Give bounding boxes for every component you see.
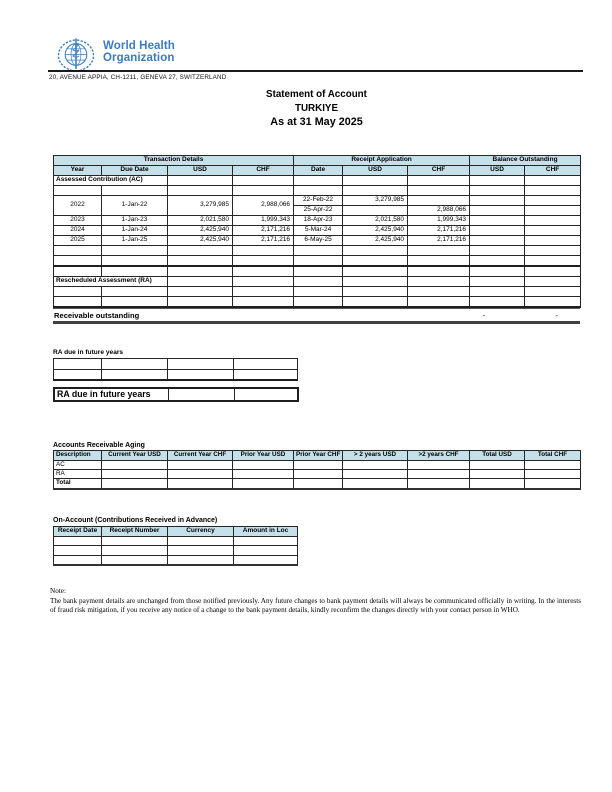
- on-account-header-row: [54, 527, 298, 537]
- empty-cell: [408, 479, 470, 490]
- empty-cell: [168, 555, 234, 565]
- statement-table: [53, 155, 581, 308]
- empty-cell: [168, 369, 234, 380]
- receipt-date-cell: 22-Feb-22: [294, 196, 343, 206]
- group-header-row: [54, 156, 581, 166]
- empty-cell: [408, 470, 470, 479]
- ra-future-total-row: [54, 388, 298, 401]
- empty-cell: [470, 287, 525, 297]
- empty-cell: [343, 277, 408, 287]
- aging-table: [53, 450, 581, 490]
- onacct-col-receipt-date: Receipt Date: [54, 527, 102, 537]
- note-label: Note:: [50, 587, 66, 595]
- receipt-date-cell: 25-Apr-22: [294, 206, 343, 216]
- aging-col-prior-year-usd: Prior Year USD: [233, 451, 294, 461]
- empty-cell: [525, 266, 581, 277]
- empty-cell: [470, 186, 525, 196]
- table-row-2025: [54, 236, 581, 246]
- group-header-receipt-application: Receipt Application: [294, 156, 470, 166]
- empty-cell: [294, 479, 343, 490]
- empty-cell: [168, 461, 233, 470]
- onacct-col-receipt-number: Receipt Number: [102, 527, 168, 537]
- col-header-date: Date: [294, 166, 343, 176]
- empty-cell: [168, 470, 233, 479]
- empty-cell: [168, 246, 233, 256]
- empty-cell: [470, 470, 525, 479]
- empty-cell: [233, 256, 294, 267]
- empty-cell: [102, 186, 168, 196]
- usd-cell: 2,425,940: [168, 226, 233, 236]
- col-header-usd: USD: [343, 166, 408, 176]
- empty-cell: [234, 369, 298, 380]
- aging-col-2years-chf: >2 years CHF: [408, 451, 470, 461]
- empty-cell: [408, 266, 470, 277]
- receipt-usd-cell: [343, 206, 408, 216]
- empty-cell: [408, 246, 470, 256]
- empty-cell: [234, 536, 298, 546]
- empty-cell: [168, 277, 233, 287]
- empty-cell: [470, 297, 525, 308]
- empty-cell: [168, 359, 234, 370]
- empty-cell: [294, 287, 343, 297]
- header-divider: [48, 70, 583, 72]
- empty-cell: [233, 277, 294, 287]
- empty-cell: [168, 297, 233, 308]
- empty-cell: [525, 277, 581, 287]
- col-header-usd: USD: [470, 166, 525, 176]
- balance-chf-cell: [525, 196, 581, 206]
- receipt-date-cell: 18-Apr-23: [294, 216, 343, 226]
- usd-cell: 2,425,940: [168, 236, 233, 246]
- on-account-table: [53, 526, 298, 566]
- empty-cell: [343, 461, 408, 470]
- group-header-balance-outstanding: Balance Outstanding: [470, 156, 581, 166]
- empty-cell: [525, 461, 581, 470]
- receipt-chf-cell: 2,171,216: [408, 236, 470, 246]
- empty-cell: [102, 369, 168, 380]
- empty-cell: [525, 256, 581, 267]
- aging-col-current-year-chf: Current Year CHF: [168, 451, 233, 461]
- empty-cell: [168, 287, 233, 297]
- empty-cell: [294, 297, 343, 308]
- empty-cell: [54, 546, 102, 556]
- balance-chf-cell: [525, 226, 581, 236]
- balance-usd-cell: [470, 236, 525, 246]
- empty-cell: [233, 266, 294, 277]
- empty-cell: [168, 546, 234, 556]
- empty-cell: [102, 536, 168, 546]
- empty-cell: [408, 256, 470, 267]
- section-label-row: [54, 277, 581, 287]
- col-header-chf: CHF: [233, 166, 294, 176]
- empty-row: [54, 546, 298, 556]
- empty-cell: [470, 176, 525, 186]
- on-account-section-label: On-Account (Contributions Received in Advance): [53, 517, 218, 524]
- empty-cell: [54, 287, 102, 297]
- group-header-transaction-details: Transaction Details: [54, 156, 294, 166]
- empty-cell: [294, 246, 343, 256]
- due-date-cell: 1-Jan-25: [102, 236, 168, 246]
- empty-cell: [168, 536, 234, 546]
- empty-cell: [168, 176, 233, 186]
- empty-cell: [294, 470, 343, 479]
- table-row-2023: [54, 216, 581, 226]
- empty-cell: [102, 359, 168, 370]
- empty-row: [54, 287, 581, 297]
- empty-cell: [233, 176, 294, 186]
- empty-cell: [294, 277, 343, 287]
- empty-cell: [343, 246, 408, 256]
- empty-row: [54, 536, 298, 546]
- empty-cell: [234, 546, 298, 556]
- empty-cell: [54, 555, 102, 565]
- empty-cell: [408, 176, 470, 186]
- empty-cell: [525, 287, 581, 297]
- empty-cell: [102, 297, 168, 308]
- empty-cell: [233, 461, 294, 470]
- chf-cell: 2,171,216: [233, 226, 294, 236]
- empty-cell: [525, 186, 581, 196]
- chf-cell: 2,988,066: [233, 196, 294, 216]
- empty-cell: [234, 359, 298, 370]
- empty-cell: [408, 297, 470, 308]
- column-header-row: [54, 166, 581, 176]
- receipt-usd-cell: 2,425,940: [343, 236, 408, 246]
- empty-cell: [54, 297, 102, 308]
- aging-row-ra: [54, 470, 581, 479]
- who-wordmark-line1: World Health: [103, 40, 175, 52]
- receipt-date-cell: 5-Mar-24: [294, 226, 343, 236]
- empty-cell: [54, 256, 102, 267]
- empty-cell: [343, 256, 408, 267]
- col-header-due-date: Due Date: [102, 166, 168, 176]
- who-address: 20, AVENUE APPIA, CH-1211, GENEVA 27, SWITZERLAND: [49, 74, 227, 81]
- empty-cell: [233, 470, 294, 479]
- country-name: TURKIYE: [294, 102, 338, 114]
- note-text: The bank payment details are unchanged from those notified previously. Any future changes to bank payment details will always be communicated officially in writing. In the interests of fraud risk mitigation, if you receive any notice of a change to the bank payment details, kindly reconfirm the changes directly with your contact person in WHO.: [50, 596, 581, 615]
- rescheduled-assessment-label: Rescheduled Assessment (RA): [54, 277, 168, 287]
- receipt-date-cell: 6-May-25: [294, 236, 343, 246]
- ra-future-table: [53, 358, 298, 381]
- empty-cell: [54, 369, 102, 380]
- balance-chf-cell: [525, 216, 581, 226]
- who-wordmark: [103, 41, 175, 64]
- empty-cell: [343, 479, 408, 490]
- ra-future-total-table: [53, 387, 299, 402]
- chf-cell: 2,171,216: [233, 236, 294, 246]
- section-label-row: [54, 176, 581, 186]
- empty-cell: [525, 176, 581, 186]
- col-header-year: Year: [54, 166, 102, 176]
- ra-future-total-label: RA due in future years: [54, 388, 168, 401]
- empty-cell: [408, 186, 470, 196]
- empty-cell: [525, 246, 581, 256]
- empty-cell: [408, 287, 470, 297]
- due-date-cell: 1-Jan-24: [102, 226, 168, 236]
- empty-row: [54, 256, 581, 267]
- balance-chf-cell: [525, 206, 581, 216]
- aging-row-label: AC: [54, 461, 102, 470]
- empty-cell: [54, 359, 102, 370]
- empty-cell: [233, 186, 294, 196]
- empty-cell: [294, 266, 343, 277]
- chf-cell: 1,999,343: [233, 216, 294, 226]
- empty-row: [54, 369, 298, 380]
- receipt-usd-cell: 2,021,580: [343, 216, 408, 226]
- empty-cell: [233, 246, 294, 256]
- receivable-outstanding-usd: -: [482, 310, 485, 320]
- empty-cell: [54, 266, 102, 277]
- year-cell: 2022: [54, 196, 102, 216]
- empty-cell: [525, 297, 581, 308]
- empty-cell: [343, 266, 408, 277]
- aging-col-description: Description: [54, 451, 102, 461]
- aging-col-total-usd: Total USD: [470, 451, 525, 461]
- balance-usd-cell: [470, 226, 525, 236]
- empty-cell: [168, 479, 233, 490]
- empty-cell: [470, 461, 525, 470]
- empty-cell: [408, 277, 470, 287]
- aging-header-row: [54, 451, 581, 461]
- empty-cell: [343, 176, 408, 186]
- receipt-chf-cell: 1,999,343: [408, 216, 470, 226]
- receipt-usd-cell: 3,279,985: [343, 196, 408, 206]
- empty-cell: [470, 256, 525, 267]
- receipt-usd-cell: 2,425,940: [343, 226, 408, 236]
- empty-cell: [470, 266, 525, 277]
- empty-cell: [54, 186, 102, 196]
- empty-cell: [102, 256, 168, 267]
- receivable-outstanding-label: Receivable outstanding: [54, 310, 140, 320]
- empty-cell: [168, 388, 234, 401]
- onacct-col-currency: Currency: [168, 527, 234, 537]
- empty-cell: [525, 479, 581, 490]
- balance-usd-cell: [470, 216, 525, 226]
- aging-col-total-chf: Total CHF: [525, 451, 581, 461]
- aging-section-label: Accounts Receivable Aging: [53, 442, 145, 449]
- as-at-date: As at 31 May 2025: [270, 116, 363, 128]
- onacct-col-amount: Amount in Loc: [234, 527, 298, 537]
- aging-row-total: [54, 479, 581, 490]
- empty-cell: [470, 246, 525, 256]
- empty-cell: [294, 176, 343, 186]
- empty-cell: [233, 479, 294, 490]
- empty-cell: [233, 297, 294, 308]
- empty-cell: [102, 470, 168, 479]
- empty-row: [54, 186, 581, 196]
- empty-cell: [54, 246, 102, 256]
- balance-chf-cell: [525, 236, 581, 246]
- due-date-cell: 1-Jan-22: [102, 196, 168, 216]
- receipt-chf-cell: 2,171,216: [408, 226, 470, 236]
- receivable-outstanding-chf: -: [555, 310, 558, 320]
- who-emblem-icon: [55, 38, 97, 73]
- empty-cell: [102, 479, 168, 490]
- empty-cell: [343, 470, 408, 479]
- empty-cell: [525, 470, 581, 479]
- usd-cell: 2,021,580: [168, 216, 233, 226]
- balance-usd-cell: [470, 196, 525, 206]
- table-row-2024: [54, 226, 581, 236]
- empty-row: [54, 359, 298, 370]
- aging-row-label: RA: [54, 470, 102, 479]
- col-header-usd: USD: [168, 166, 233, 176]
- aging-col-prior-year-chf: Prior Year CHF: [294, 451, 343, 461]
- receipt-chf-cell: 2,988,066: [408, 206, 470, 216]
- empty-cell: [343, 287, 408, 297]
- empty-cell: [102, 461, 168, 470]
- empty-row: [54, 266, 581, 277]
- empty-row: [54, 555, 298, 565]
- aging-col-2years-usd: > 2 years USD: [343, 451, 408, 461]
- aging-row-ac: [54, 461, 581, 470]
- document-title: Statement of Account: [266, 89, 367, 100]
- empty-cell: [102, 287, 168, 297]
- empty-cell: [343, 186, 408, 196]
- aging-col-current-year-usd: Current Year USD: [102, 451, 168, 461]
- empty-cell: [234, 388, 298, 401]
- empty-cell: [102, 246, 168, 256]
- empty-cell: [233, 287, 294, 297]
- empty-cell: [343, 297, 408, 308]
- due-date-cell: 1-Jan-23: [102, 216, 168, 226]
- col-header-chf: CHF: [525, 166, 581, 176]
- empty-cell: [294, 461, 343, 470]
- col-header-chf: CHF: [408, 166, 470, 176]
- empty-cell: [470, 277, 525, 287]
- empty-cell: [294, 256, 343, 267]
- receipt-chf-cell: [408, 196, 470, 206]
- empty-cell: [470, 479, 525, 490]
- empty-cell: [168, 266, 233, 277]
- note-block: [50, 587, 581, 616]
- year-cell: 2023: [54, 216, 102, 226]
- empty-cell: [102, 555, 168, 565]
- table-row-2022-a: [54, 196, 581, 206]
- empty-cell: [294, 186, 343, 196]
- empty-cell: [102, 546, 168, 556]
- empty-cell: [408, 461, 470, 470]
- year-cell: 2024: [54, 226, 102, 236]
- empty-cell: [168, 186, 233, 196]
- aging-total-label: Total: [54, 479, 102, 490]
- empty-row: [54, 297, 581, 308]
- balance-usd-cell: [470, 206, 525, 216]
- assessed-contribution-label: Assessed Contribution (AC): [54, 176, 168, 186]
- empty-row: [54, 246, 581, 256]
- receivable-outstanding-row: [53, 308, 580, 324]
- year-cell: 2025: [54, 236, 102, 246]
- empty-cell: [102, 266, 168, 277]
- ra-future-label: RA due in future years: [53, 349, 124, 356]
- empty-cell: [234, 555, 298, 565]
- empty-cell: [54, 536, 102, 546]
- who-wordmark-line2: Organization: [103, 51, 175, 64]
- usd-cell: 3,279,985: [168, 196, 233, 216]
- document-title-block: [53, 88, 580, 130]
- empty-cell: [168, 256, 233, 267]
